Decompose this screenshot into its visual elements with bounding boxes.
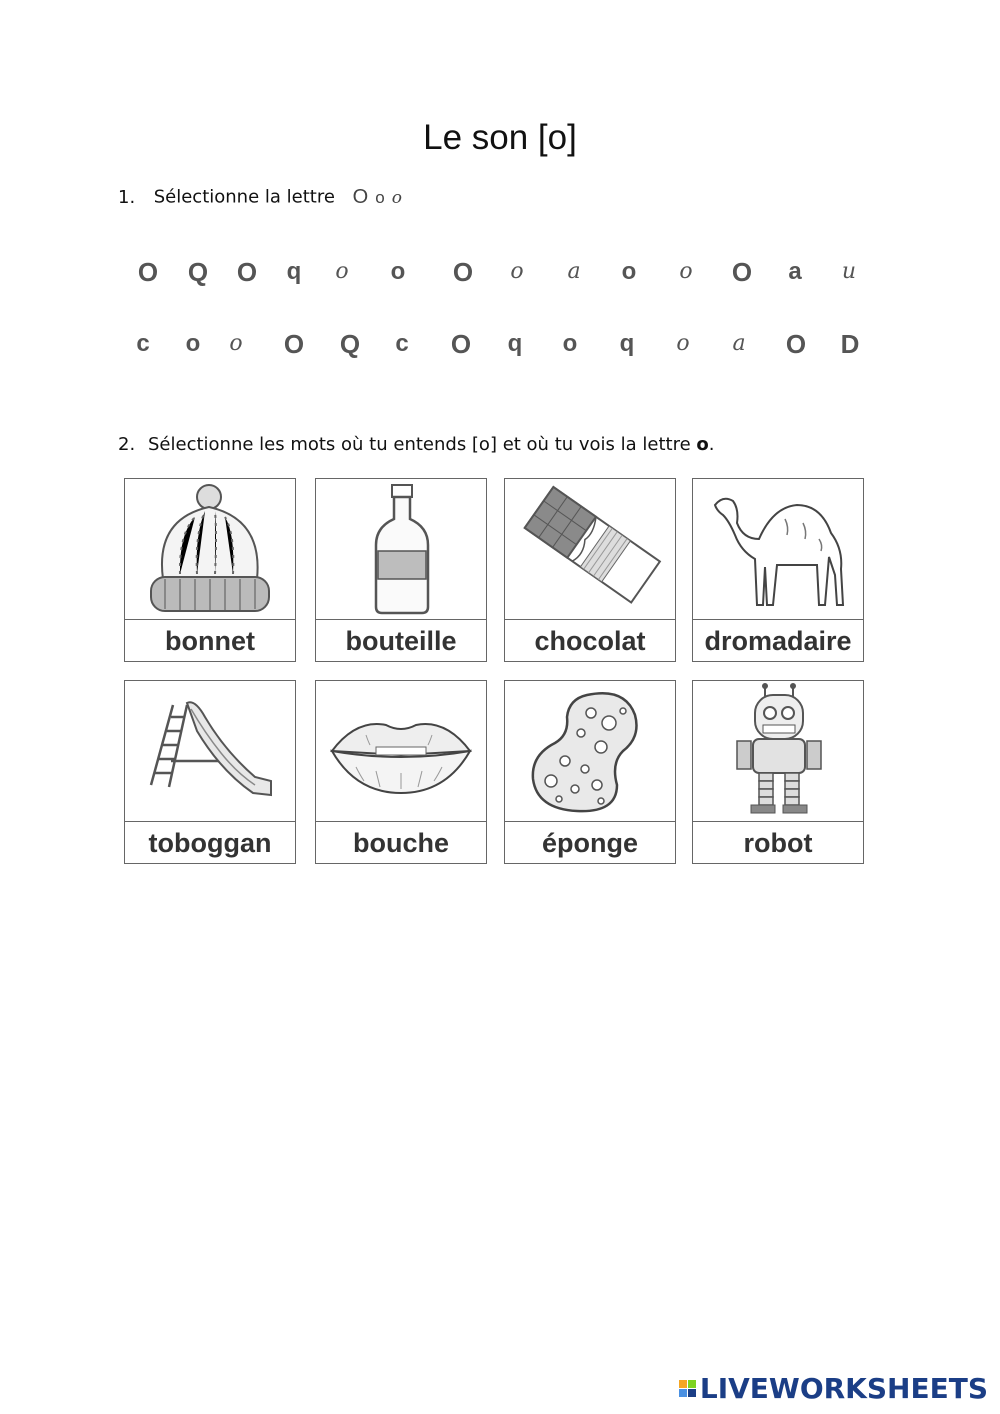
sample-letter: o — [375, 188, 385, 207]
letter-option[interactable]: o — [390, 258, 406, 285]
brand-name: LIVEWORKSHEETS — [699, 1372, 988, 1405]
word-card-dromadaire[interactable] — [692, 478, 864, 662]
chocolate-bar-icon — [505, 479, 675, 617]
sample-letter: o — [391, 188, 402, 208]
letter-option[interactable]: o — [621, 258, 637, 285]
letter-option[interactable]: D — [840, 329, 860, 359]
letter-option[interactable]: a — [567, 259, 581, 284]
question-bold-letter: o — [696, 434, 709, 455]
word-label: bonnet — [125, 619, 295, 662]
word-card-robot[interactable] — [692, 680, 864, 864]
slide-icon — [125, 681, 295, 819]
letter-option[interactable]: q — [619, 330, 635, 357]
question-text: Sélectionne les mots où tu entends [o] et où tu vois la lettre — [148, 434, 697, 455]
hat-icon — [125, 479, 295, 617]
letter-option[interactable]: o — [562, 330, 578, 357]
word-card-bouteille[interactable] — [315, 478, 487, 662]
camel-icon — [693, 479, 863, 617]
logo-mark-icon — [679, 1380, 696, 1397]
letter-option[interactable]: o — [676, 331, 690, 356]
word-label: éponge — [505, 821, 675, 864]
letter-option[interactable]: o — [229, 331, 243, 356]
letter-option[interactable]: o — [510, 259, 524, 284]
word-card-grid — [124, 478, 872, 868]
sample-letters — [353, 186, 404, 209]
word-card-bonnet[interactable] — [124, 478, 296, 662]
letter-option[interactable]: a — [788, 258, 802, 285]
letter-option[interactable]: o — [679, 259, 693, 284]
word-card-eponge[interactable] — [504, 680, 676, 864]
word-label: bouche — [316, 821, 486, 864]
question-2 — [118, 434, 715, 455]
letter-option[interactable]: O — [731, 257, 753, 287]
letter-option[interactable]: O — [450, 329, 472, 359]
question-text: Sélectionne la lettre — [153, 186, 335, 208]
word-card-toboggan[interactable] — [124, 680, 296, 864]
question-number: 2. — [118, 434, 136, 455]
letter-option[interactable]: Q — [187, 257, 209, 287]
word-label: chocolat — [505, 619, 675, 662]
lips-icon — [316, 681, 486, 819]
word-label: robot — [693, 821, 863, 864]
letter-option[interactable]: O — [137, 257, 159, 287]
letter-option[interactable]: Q — [339, 329, 361, 359]
robot-icon — [693, 681, 863, 819]
sample-letter: O — [352, 186, 369, 208]
letter-option[interactable]: O — [283, 329, 305, 359]
word-label: toboggan — [125, 821, 295, 864]
letter-option[interactable]: q — [286, 258, 302, 285]
sponge-icon — [505, 681, 675, 819]
letter-option[interactable]: O — [452, 257, 474, 287]
letter-option[interactable]: o — [335, 259, 349, 284]
letter-option[interactable]: q — [507, 330, 523, 357]
letter-option[interactable]: o — [185, 330, 201, 357]
question-number: 1. — [118, 186, 136, 208]
letter-option[interactable]: O — [785, 329, 807, 359]
liveworksheets-logo — [679, 1372, 988, 1405]
letter-row-2 — [118, 324, 878, 364]
letter-option[interactable]: c — [395, 330, 409, 357]
word-card-chocolat[interactable] — [504, 478, 676, 662]
letter-option[interactable]: c — [136, 330, 150, 357]
word-label: dromadaire — [693, 619, 863, 662]
letter-option[interactable]: O — [236, 257, 258, 287]
question-text-end: . — [708, 434, 715, 455]
word-label: bouteille — [316, 619, 486, 662]
page-title: Le son [o] — [423, 118, 577, 157]
letter-option[interactable]: u — [841, 259, 857, 284]
word-card-bouche[interactable] — [315, 680, 487, 864]
question-1 — [118, 186, 404, 209]
bottle-icon — [316, 479, 486, 617]
letter-row-1 — [118, 252, 878, 292]
letter-option[interactable]: a — [732, 331, 746, 356]
